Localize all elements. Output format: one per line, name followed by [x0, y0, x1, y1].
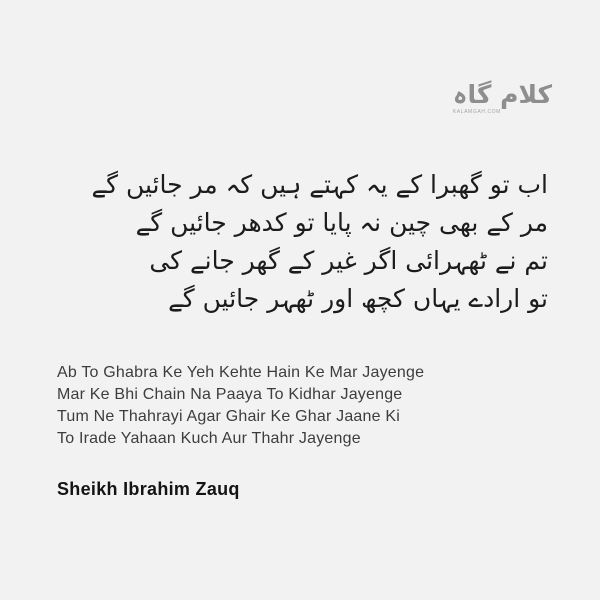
english-line-1: Ab To Ghabra Ke Yeh Kehte Hain Ke Mar Jayenge [57, 364, 425, 381]
urdu-poem-block [60, 166, 548, 318]
english-transliteration-block [57, 362, 560, 450]
urdu-line-1: اب تو گھبرا کے یہ کہتے ہیں کہ مر جائیں گے [91, 170, 548, 199]
kalam-gah-logo [453, 82, 552, 115]
english-line-2: Mar Ke Bhi Chain Na Paaya To Kidhar Jayenge [57, 386, 403, 403]
logo-calligraphy-text: کلام گاہ [452, 80, 552, 109]
urdu-line-2: مر کے بھی چین نہ پایا تو کدھر جائیں گے [135, 208, 548, 237]
logo-caption: KALAMGAH.COM [452, 109, 501, 115]
english-line-4: To Irade Yahaan Kuch Aur Thahr Jayenge [57, 430, 361, 447]
poet-name: Sheikh Ibrahim Zauq [57, 479, 240, 499]
english-line-3: Tum Ne Thahrayi Agar Ghair Ke Ghar Jaane Ki [57, 408, 400, 425]
urdu-line-3: تم نے ٹھہرائی اگر غیر کے گھر جانے کی [149, 246, 548, 275]
urdu-line-4: تو ارادے یہاں کچھ اور ٹھہر جائیں گے [168, 284, 548, 313]
